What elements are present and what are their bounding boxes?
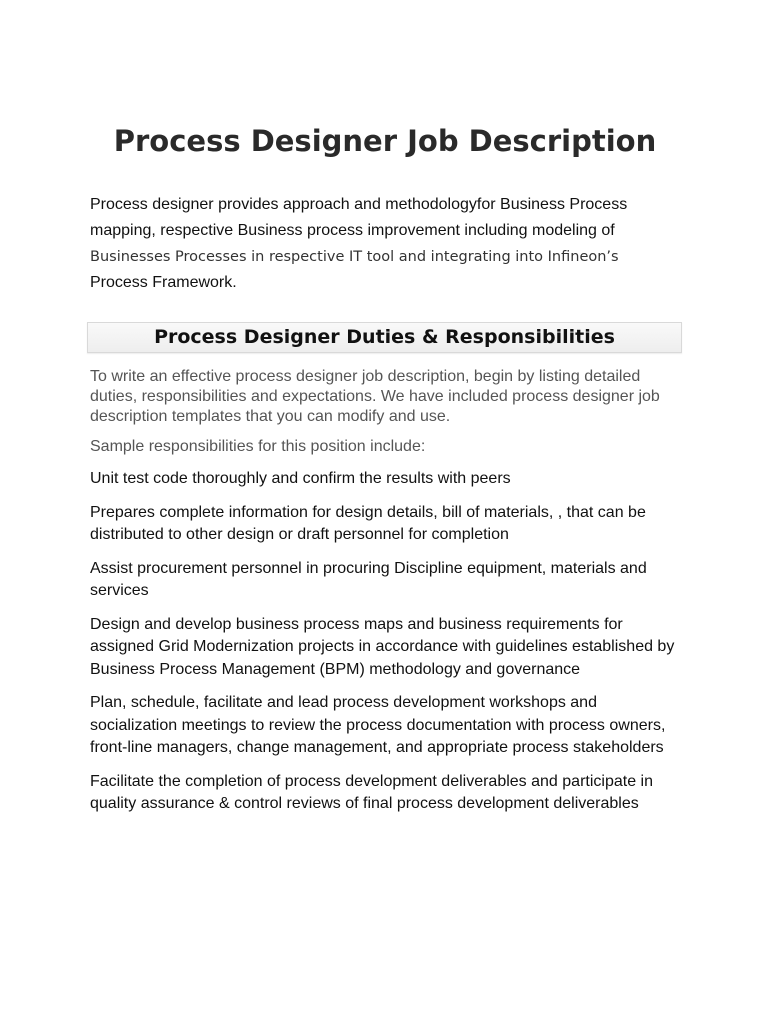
sample-intro: Sample responsibilities for this position include: <box>90 438 426 455</box>
list-item: Unit test code thoroughly and confirm the results with peers <box>90 470 511 487</box>
intro-text-part-3: Process Framework. <box>90 274 237 291</box>
page-title: Process Designer Job Description <box>113 124 657 158</box>
intro-text-part-2: Businesses Processes in respective IT tool and integrating into Infineon’s <box>90 249 619 265</box>
list-item: Assist procurement personnel in procuring Discipline equipment, materials and services <box>90 559 647 599</box>
intro-paragraph <box>90 192 680 296</box>
list-item: Prepares complete information for design details, bill of materials, , that can be distributed to other design or draft personnel for completion <box>90 503 646 543</box>
list-item: Facilitate the completion of process development deliverables and participate in quality assurance & control reviews of final process development deliverables <box>90 772 653 812</box>
lead-paragraph: To write an effective process designer job description, begin by listing detailed duties, responsibilities and expectations. We have included process designer job description templates that you can modify and use. <box>90 368 660 425</box>
intro-text-part-1: Process designer provides approach and methodologyfor Business Process mapping, respective Business process improvement including modeling of <box>90 196 628 239</box>
list-item: Plan, schedule, facilitate and lead process development workshops and socialization meetings to review the process documentation with process owners, front-line managers, change management, and appropriate process stakeholders <box>90 694 666 756</box>
list-item: Design and develop business process maps and business requirements for assigned Grid Modernization projects in accordance with guidelines established by Business Process Management (BPM) methodology and governance <box>90 615 675 678</box>
responsibilities-list <box>90 468 680 816</box>
section-heading: Process Designer Duties & Responsibilities <box>87 322 682 353</box>
